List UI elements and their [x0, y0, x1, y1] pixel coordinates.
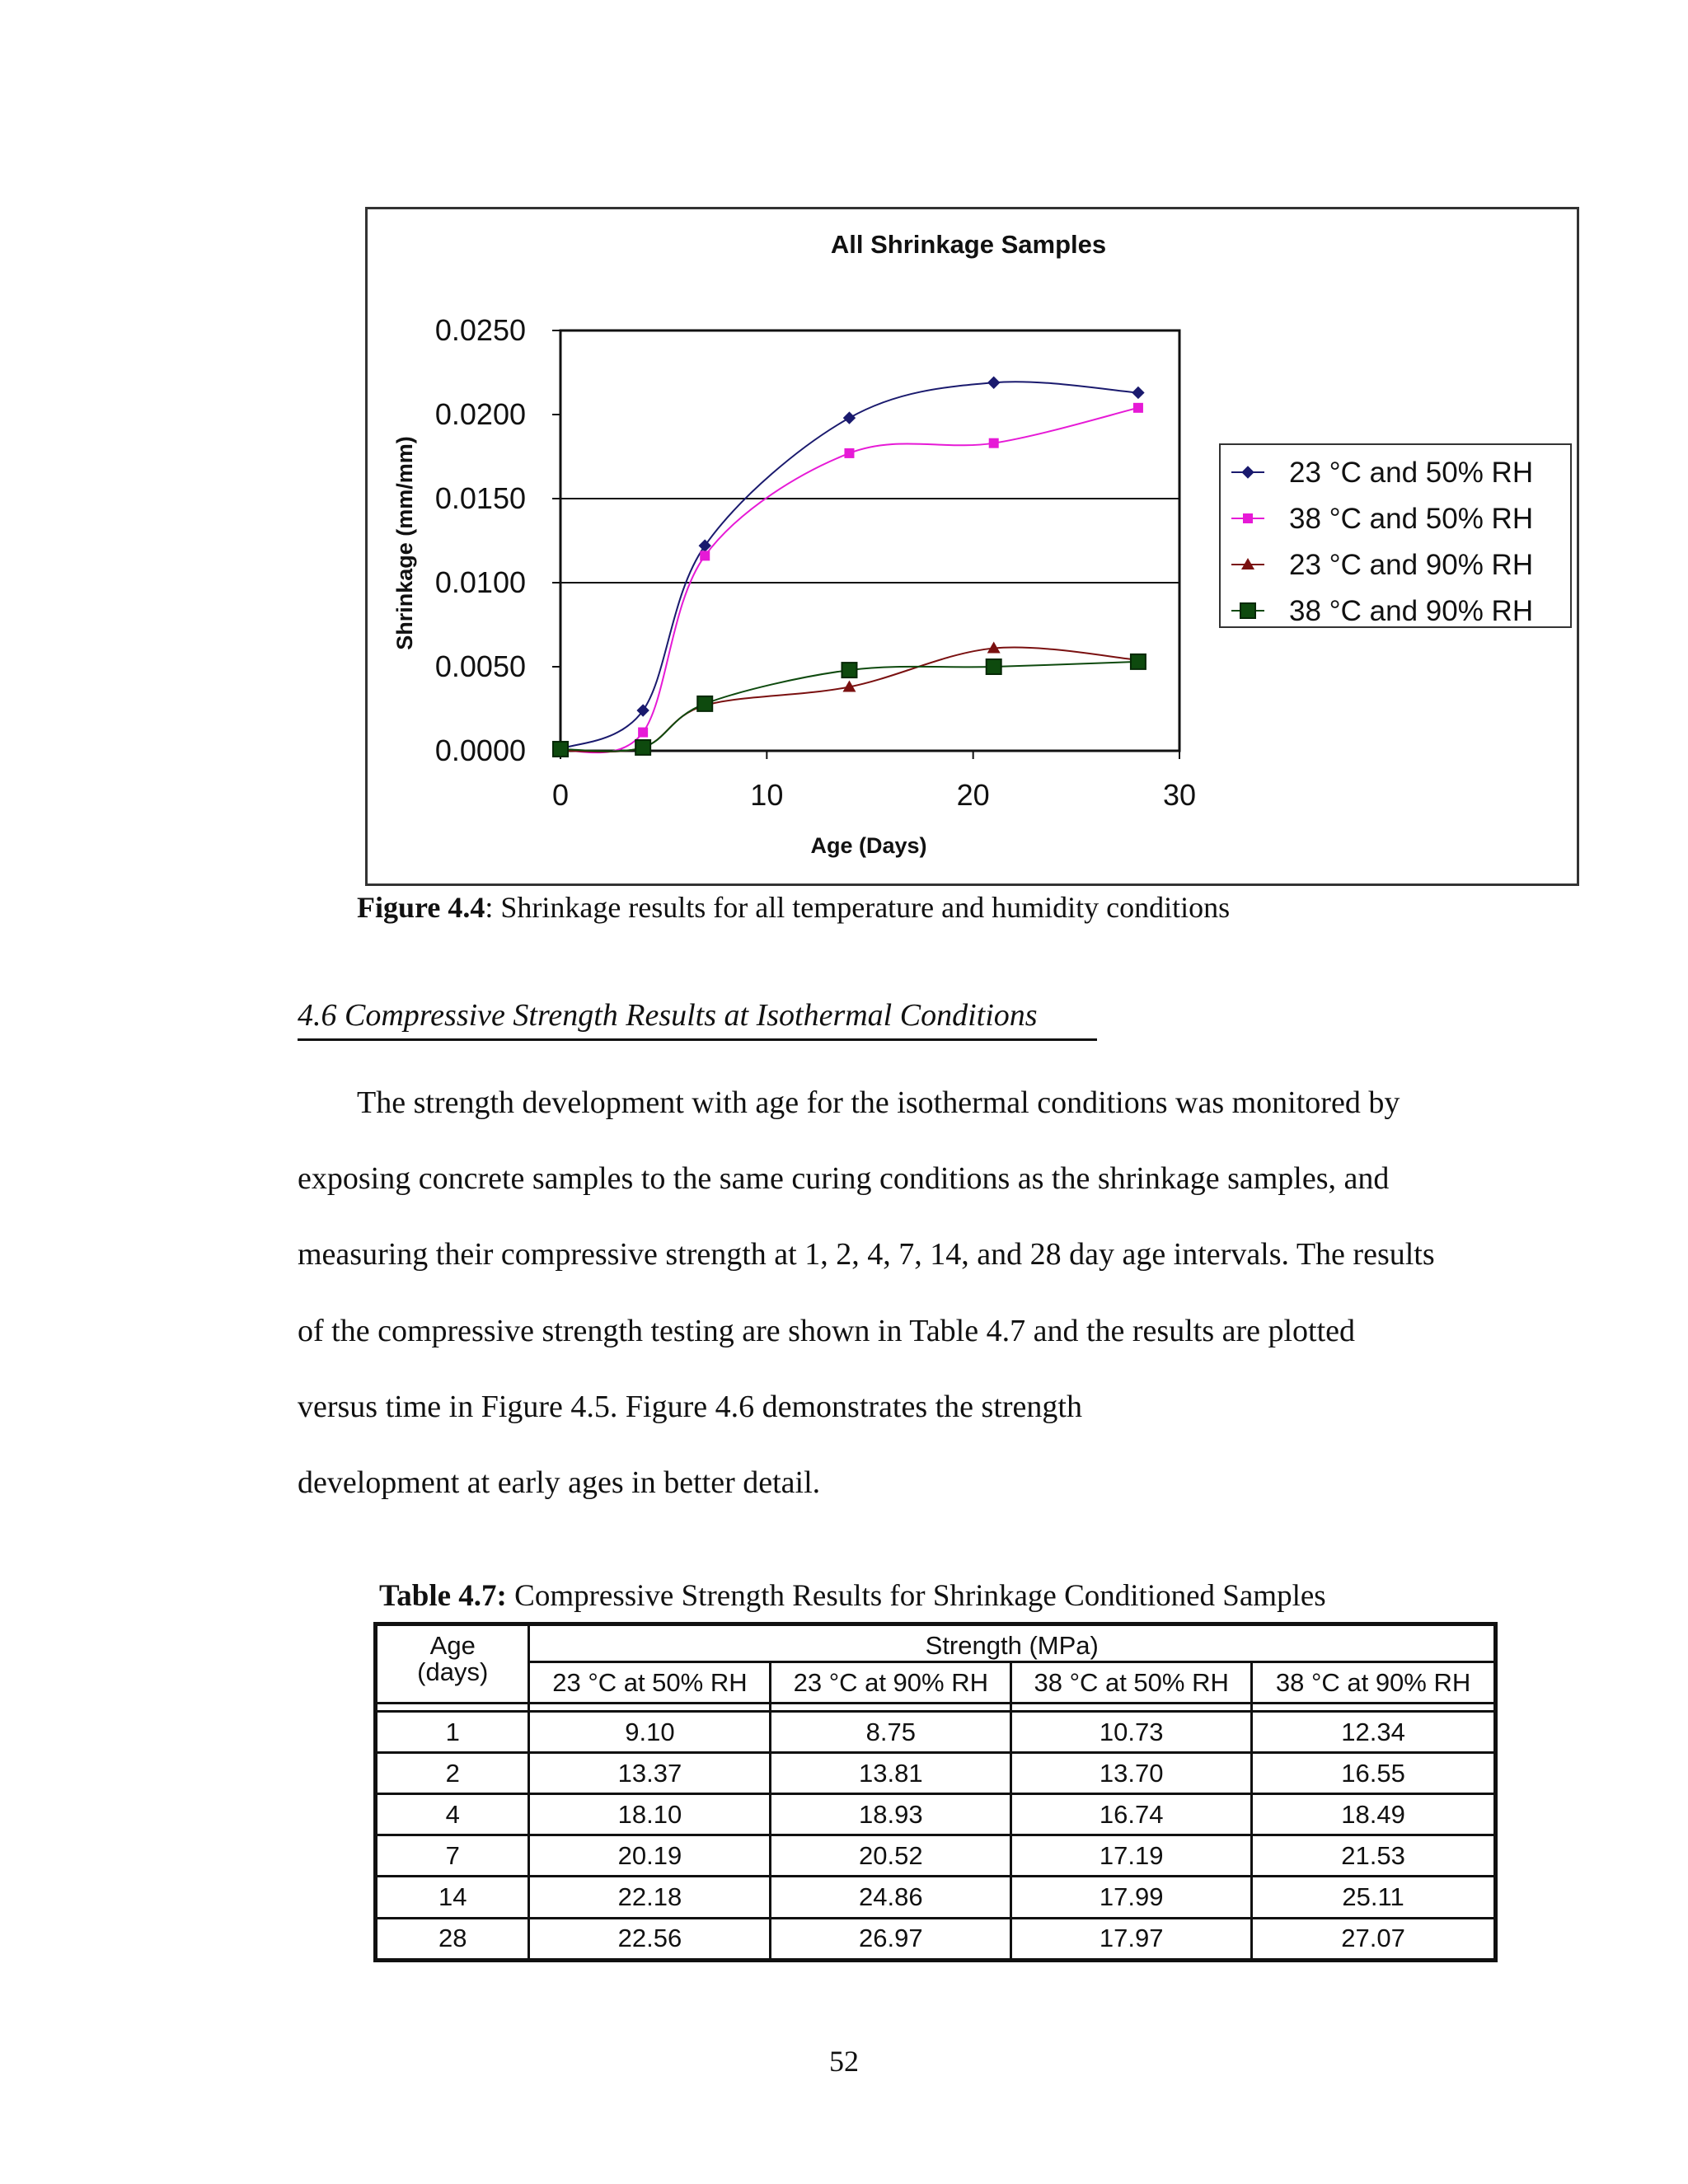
table-caption-label: Table 4.7: — [379, 1579, 507, 1613]
table-row — [376, 1794, 1496, 1835]
shrinkage-chart — [365, 207, 1579, 886]
age-header-line2: (days) — [417, 1657, 489, 1686]
table-row — [376, 1877, 1496, 1918]
table-spacer-row — [376, 1704, 1496, 1712]
y-tick-label: 0.0200 — [434, 397, 526, 431]
series-1-point — [843, 412, 855, 424]
series-2-point — [989, 438, 999, 448]
figure-caption-label: Figure 4.4 — [357, 891, 485, 924]
age-header — [376, 1624, 529, 1704]
table-cell: 12.34 — [1252, 1712, 1496, 1753]
legend-label: 23 °C and 90% RH — [1289, 549, 1534, 581]
table-cell: 14 — [376, 1877, 529, 1918]
strength-table — [373, 1622, 1498, 1962]
series-4-point — [987, 659, 1001, 674]
table-cell: 7 — [376, 1835, 529, 1877]
table-cell: 28 — [376, 1918, 529, 1960]
column-header: 23 °C at 90% RH — [771, 1662, 1011, 1704]
paragraph-line: versus time in Figure 4.5. Figure 4.6 demonstrates the strength — [298, 1390, 1082, 1424]
x-axis-label: Age (Days) — [810, 833, 927, 858]
chart-title: All Shrinkage Samples — [830, 230, 1107, 259]
table-cell: 18.10 — [529, 1794, 771, 1835]
paragraph-line: The strength development with age for the isothermal conditions was monitored by — [357, 1085, 1400, 1120]
plot-area-border — [560, 330, 1179, 751]
table-cell: 4 — [376, 1794, 529, 1835]
paragraph-line: development at early ages in better detail. — [298, 1465, 821, 1500]
table-cell: 17.99 — [1011, 1877, 1252, 1918]
series-4-point — [697, 696, 712, 711]
section-heading: 4.6 Compressive Strength Results at Isothermal Conditions — [298, 998, 1038, 1033]
paragraph-line: exposing concrete samples to the same curing conditions as the shrinkage samples, and — [298, 1161, 1390, 1196]
table-cell: 9.10 — [529, 1712, 771, 1753]
table-cell: 20.52 — [771, 1835, 1011, 1877]
table-cell: 17.19 — [1011, 1835, 1252, 1877]
x-tick-label: 20 — [956, 778, 990, 812]
y-tick-label: 0.0150 — [434, 481, 526, 515]
table-cell: 16.55 — [1252, 1753, 1496, 1794]
legend-label: 38 °C and 90% RH — [1289, 595, 1534, 627]
table-cell: 24.86 — [771, 1877, 1011, 1918]
y-tick-label: 0.0050 — [434, 649, 526, 683]
series-1-point — [1132, 387, 1144, 398]
table-cell: 20.19 — [529, 1835, 771, 1877]
table-cell: 13.37 — [529, 1753, 771, 1794]
table-subheader-row — [376, 1662, 1496, 1704]
table-cell: 25.11 — [1252, 1877, 1496, 1918]
series-4-point — [635, 740, 650, 755]
series-2-point — [700, 551, 710, 560]
legend-label: 38 °C and 50% RH — [1289, 503, 1534, 535]
y-tick-label: 0.0250 — [434, 313, 526, 347]
table-cell: 2 — [376, 1753, 529, 1794]
figure-caption — [357, 890, 1230, 925]
table-cell: 21.53 — [1252, 1835, 1496, 1877]
table-cell: 26.97 — [771, 1918, 1011, 1960]
table-caption-text: Compressive Strength Results for Shrinkage Conditioned Samples — [506, 1579, 1326, 1613]
table-cell: 22.18 — [529, 1877, 771, 1918]
table-caption — [379, 1578, 1326, 1614]
y-tick-label: 0.0000 — [434, 733, 526, 767]
table-row — [376, 1918, 1496, 1960]
table-cell: 27.07 — [1252, 1918, 1496, 1960]
series-1-point — [988, 377, 1000, 388]
column-header: 23 °C at 50% RH — [529, 1662, 771, 1704]
legend-swatch-marker — [1243, 513, 1253, 523]
x-tick-label: 10 — [750, 778, 784, 812]
section-heading-rule — [298, 1038, 1097, 1041]
series-4-point — [842, 663, 856, 677]
legend-label: 23 °C and 50% RH — [1289, 457, 1534, 489]
paragraph-line: of the compressive strength testing are shown in Table 4.7 and the results are plotted — [298, 1314, 1356, 1348]
table-cell: 13.81 — [771, 1753, 1011, 1794]
chart-svg — [368, 209, 1577, 883]
table-cell: 18.93 — [771, 1794, 1011, 1835]
table-row — [376, 1753, 1496, 1794]
page-number: 52 — [829, 2045, 859, 2078]
table-row — [376, 1835, 1496, 1877]
paragraph-line: measuring their compressive strength at 1, 2, 4, 7, 14, and 28 day age intervals. The results — [298, 1237, 1435, 1272]
y-axis-label: Shrinkage (mm/mm) — [392, 436, 417, 650]
x-tick-label: 30 — [1162, 778, 1197, 812]
table-cell: 8.75 — [771, 1712, 1011, 1753]
series-2-point — [638, 728, 648, 738]
table-cell: 16.74 — [1011, 1794, 1252, 1835]
series-2-point — [844, 448, 854, 458]
table-row — [376, 1712, 1496, 1753]
figure-caption-text: : Shrinkage results for all temperature and humidity conditions — [485, 891, 1231, 924]
strength-group-header: Strength (MPa) — [529, 1624, 1496, 1662]
table-cell: 17.97 — [1011, 1918, 1252, 1960]
table-cell: 10.73 — [1011, 1712, 1252, 1753]
x-tick-label: 0 — [551, 778, 570, 812]
y-tick-label: 0.0100 — [434, 565, 526, 599]
series-4-point — [1131, 654, 1146, 669]
age-header-line1: Age — [429, 1631, 476, 1660]
table-cell: 13.70 — [1011, 1753, 1252, 1794]
table-header-row — [376, 1624, 1496, 1662]
series-4-point — [553, 742, 568, 757]
legend-swatch-marker — [1240, 603, 1255, 618]
column-header: 38 °C at 90% RH — [1252, 1662, 1496, 1704]
table-cell: 18.49 — [1252, 1794, 1496, 1835]
series-line-1 — [560, 382, 1138, 749]
table-cell: 22.56 — [529, 1918, 771, 1960]
series-line-2 — [560, 408, 1138, 752]
series-2-point — [1133, 403, 1143, 413]
column-header: 38 °C at 50% RH — [1011, 1662, 1252, 1704]
table-cell: 1 — [376, 1712, 529, 1753]
